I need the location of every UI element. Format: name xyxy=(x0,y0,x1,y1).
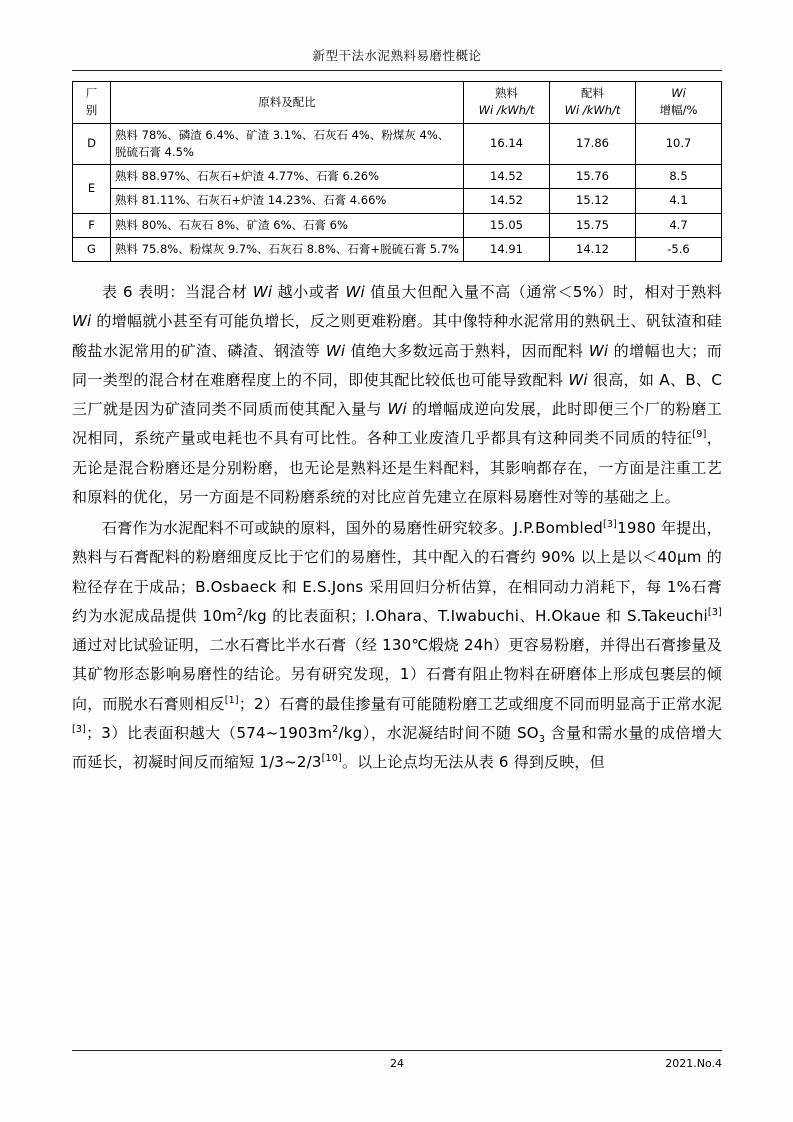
p2-seg-8: 含量和需水量的成倍增大而延长，初凝时间反而缩短 1/3~2/3 xyxy=(72,723,722,771)
cell-factory: F xyxy=(73,213,111,237)
p2-subscript-so3: 3 xyxy=(538,733,546,745)
p1-seg-9: ，无论是混合粉磨还是分别粉磨，也无论是熟料还是生料配料，其影响都存在，一方面是注重工艺和原料的优化，另一方面是不同粉磨系统的对比应首先建立在原料易磨性对等的基础之上。 xyxy=(72,429,722,506)
cell-blend-wi: 17.86 xyxy=(550,123,636,165)
p1-seg-4: 的增幅就小甚至有可能负增长，反之则更难粉磨。其中像特种水泥常用的熟矾土、矾钛渣和硅酸盐水泥常用的矿渣、磷渣、钢渣等 xyxy=(72,312,722,360)
table-row xyxy=(73,189,722,213)
p2-seg-2: 1980 年提出，熟料与石膏配料的粉磨细度反比于它们的易磨性，其中配入的石膏约 90% 以上是以＜40μm 的粒径存在于成品；B.Osbaeck 和 E.S.Jons 采用回归分析估算，在相同动力消耗下，每 1%石膏约为水泥成品提供 10m xyxy=(72,519,723,625)
header-divider xyxy=(72,70,722,71)
p1-wi-5: Wi xyxy=(588,341,609,360)
p1-seg-5: 值绝大多数远高于熟料，因而配料 xyxy=(345,341,589,360)
p1-seg-6: 的增幅也大；而同一类型的混合材在难磨程度上的不同，即使其配比较低也可能导致配料 xyxy=(72,341,723,389)
column-header-increase-line2: 增幅/% xyxy=(659,103,698,118)
cell-materials: 熟料 81.11%、石灰石+炉渣 14.23%、石膏 4.66% xyxy=(111,189,464,213)
p1-wi-2: Wi xyxy=(345,283,365,301)
page-content xyxy=(72,46,722,777)
p2-exponent-1: 2 xyxy=(236,606,243,618)
p2-seg-6: ；3）比表面积越大（574~1903m xyxy=(86,723,333,742)
column-header-clinker-wi-line2: Wi /kWh/t xyxy=(478,103,535,118)
table-row xyxy=(73,165,722,189)
cell-increase: 10.7 xyxy=(636,123,722,165)
table-row xyxy=(73,237,722,261)
body-text xyxy=(72,278,722,777)
data-table xyxy=(72,81,722,262)
paragraph-1 xyxy=(72,278,722,512)
p2-seg-9: 。以上论点均无法从表 6 得到反映，但 xyxy=(341,753,605,771)
paragraph-2 xyxy=(72,514,722,777)
cell-increase: -5.6 xyxy=(636,237,722,261)
cell-increase: 8.5 xyxy=(636,165,722,189)
p2-reference-1: [1] xyxy=(224,694,239,706)
p1-seg-3: 值虽大但配入量不高（通常＜5%）时，相对于熟料 xyxy=(364,283,722,301)
page-number: 24 xyxy=(390,1057,404,1070)
p1-wi-1: Wi xyxy=(252,283,273,301)
p1-wi-7: Wi xyxy=(387,400,407,418)
p1-reference-9: [9] xyxy=(692,429,707,441)
cell-factory: D xyxy=(73,123,111,165)
p1-seg-7: 很高，如 A、B、C 三厂就是因为矿渣同类不同质而使其配入量与 xyxy=(72,370,722,418)
p1-seg-2: 越小或者 xyxy=(272,283,346,301)
cell-increase: 4.7 xyxy=(636,213,722,237)
p2-seg-3: /kg 的比表面积；I.Ohara、T.Iwabuchi、H.Okaue 和 S.Takeuchi xyxy=(243,606,708,625)
cell-materials: 熟料 78%、磷渣 6.4%、矿渣 3.1%、石灰石 4%、粉煤灰 4%、脱硫石膏 4.5% xyxy=(111,123,464,165)
table-header xyxy=(73,82,722,124)
cell-clinker-wi: 16.14 xyxy=(464,123,550,165)
p2-seg-7: /kg），水泥凝结时间不随 SO xyxy=(338,723,539,742)
p1-seg-8: 的增幅成逆向发展，此时即便三个厂的粉磨工况相同，系统产量或电耗也不具有可比性。各种工业废渣几乎都具有这种同类不同质的特征 xyxy=(72,400,722,448)
cell-materials: 熟料 88.97%、石灰石+炉渣 4.77%、石膏 6.26% xyxy=(111,165,464,189)
cell-increase: 4.1 xyxy=(636,189,722,213)
p2-seg-5: ；2）石膏的最佳掺量有可能随粉磨工艺或细度不同而明显高于正常水泥 xyxy=(238,694,722,713)
footer-row xyxy=(72,1057,722,1070)
cell-clinker-wi: 14.52 xyxy=(464,165,550,189)
cell-blend-wi: 14.12 xyxy=(550,237,636,261)
column-header-clinker-wi-line1: 熟料 xyxy=(495,86,518,100)
p2-reference-3b: [3] xyxy=(707,606,722,618)
page-footer xyxy=(72,1050,722,1070)
table-row xyxy=(73,123,722,165)
p1-seg-1: 表 6 表明：当混合材 xyxy=(102,283,253,301)
p1-wi-3: Wi xyxy=(72,312,92,331)
p1-wi-6: Wi xyxy=(568,370,588,389)
cell-clinker-wi: 15.05 xyxy=(464,213,550,237)
running-header: 新型干法水泥熟料易磨性概论 xyxy=(312,48,482,63)
cell-factory: G xyxy=(73,237,111,261)
column-header-increase xyxy=(636,82,722,124)
cell-factory: E xyxy=(73,165,111,214)
cell-blend-wi: 15.75 xyxy=(550,213,636,237)
p2-reference-3c: [3] xyxy=(72,723,87,735)
column-header-increase-line1: Wi xyxy=(671,86,686,100)
column-header-blend-wi xyxy=(550,82,636,124)
column-header-clinker-wi xyxy=(464,82,550,124)
p1-wi-4: Wi xyxy=(325,341,346,360)
column-header-blend-wi-line1: 配料 xyxy=(581,86,604,100)
issue-label: 2021.No.4 xyxy=(665,1057,722,1070)
p2-seg-1: 石膏作为水泥配料不可或缺的原料，国外的易磨性研究较多。J.P.Bombled xyxy=(102,519,604,537)
footer-divider xyxy=(72,1050,722,1051)
table-row xyxy=(73,213,722,237)
column-header-factory xyxy=(73,82,111,124)
table-header-row xyxy=(73,82,722,124)
cell-materials: 熟料 80%、石灰石 8%、矿渣 6%、石膏 6% xyxy=(111,213,464,237)
p2-reference-10: [10] xyxy=(321,753,342,764)
cell-blend-wi: 15.76 xyxy=(550,165,636,189)
cell-clinker-wi: 14.91 xyxy=(464,237,550,261)
table-body xyxy=(73,123,722,262)
p2-reference-3a: [3] xyxy=(603,519,618,530)
cell-clinker-wi: 14.52 xyxy=(464,189,550,213)
p2-exponent-2: 2 xyxy=(332,723,339,735)
column-header-blend-wi-line2: Wi /kWh/t xyxy=(564,103,621,118)
column-header-factory-line2: 别 xyxy=(85,103,98,118)
cell-blend-wi: 15.12 xyxy=(550,189,636,213)
p2-seg-4: 通过对比试验证明，二水石膏比半水石膏（经 130℃煅烧 24h）更容易粉磨，并得出石膏掺量及其矿物形态影响易磨性的结论。另有研究发现，1）石膏有阻止物料在研磨体上形成包裹层的倾向，而脱水石膏则相反 xyxy=(72,636,722,713)
column-header-materials: 原料及配比 xyxy=(111,82,464,124)
column-header-factory-line1: 厂 xyxy=(85,86,98,100)
cell-materials: 熟料 75.8%、粉煤灰 9.7%、石灰石 8.8%、石膏+脱硫石膏 5.7% xyxy=(111,237,464,261)
